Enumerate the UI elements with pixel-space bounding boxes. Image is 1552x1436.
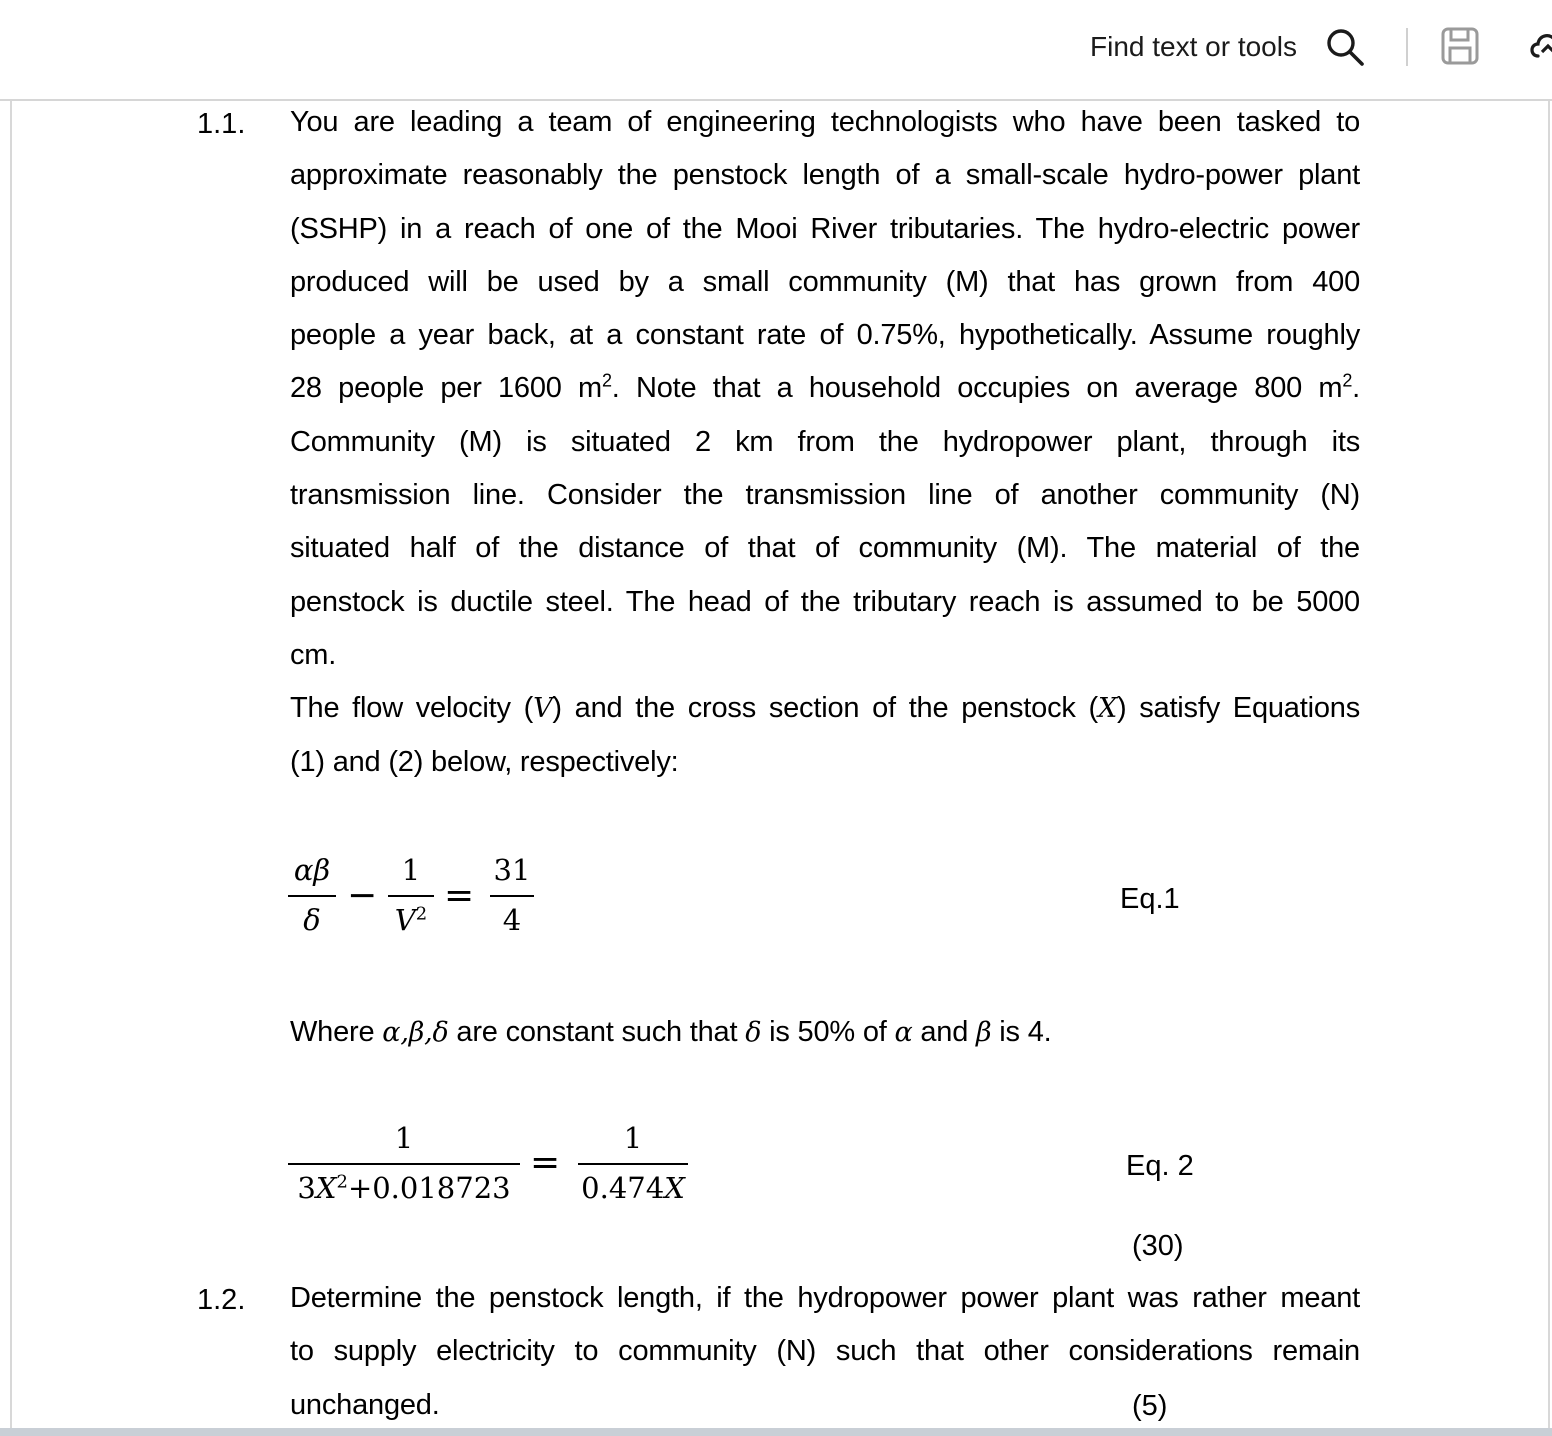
question-1-1-text [290, 96, 1360, 789]
flow-text-b: ) and the cross section of the penstock ( [552, 692, 1098, 725]
eq1-equals: = [444, 875, 475, 916]
eq1-f3-numerator: 31 [493, 853, 531, 887]
q1-line-1: You are leading a team of engineering technologists who have been tasked to [290, 106, 1360, 138]
where-delta: δ [745, 1017, 762, 1048]
where-line [290, 1006, 1360, 1059]
eq2-f1-den-b: +0.018723 [347, 1171, 511, 1205]
flow-text-a: The flow velocity ( [290, 692, 534, 725]
eq2-f1-den-exp: 2 [336, 1171, 348, 1193]
find-text-or-tools-label[interactable]: Find text or tools [1090, 31, 1297, 62]
where-d: and [912, 1016, 977, 1048]
search-icon[interactable] [1324, 26, 1366, 68]
q1-flow-line-2: (1) and (2) below, respectively: [290, 745, 679, 778]
top-toolbar [0, 0, 1552, 101]
q1-line-2: approximate reasonably the penstock length of a small-scale hydro-power plant [290, 159, 1360, 192]
eq2-f2-numerator: 1 [623, 1121, 643, 1155]
q1-line-6-part-c: . [1352, 372, 1360, 405]
q2-line-3: unchanged. [290, 1388, 440, 1421]
eq2-f2-den-var: X [664, 1171, 685, 1205]
q1-line-7: Community (M) is situated 2 km from the hydropower plant, through its [290, 425, 1360, 458]
q2-line-2: to supply electricity to community (N) such that other considerations remain [290, 1335, 1360, 1368]
var-x: X [1097, 693, 1117, 725]
q1-flow-line [290, 682, 1360, 735]
eq1-fraction-1 [288, 853, 336, 937]
where-beta: β [976, 1017, 992, 1048]
question-number-1-2: 1.2. [197, 1284, 246, 1316]
q1-line-3: (SSHP) in a reach of one of the Mooi River tributaries. The hydro-electric power [290, 212, 1360, 245]
where-c: is 50% of [761, 1016, 895, 1048]
where-vars: α,β,δ [382, 1017, 449, 1048]
cloud-icon[interactable] [1528, 26, 1552, 66]
superscript-2b: 2 [1342, 370, 1353, 391]
flow-text-c: ) satisfy Equations [1116, 692, 1360, 725]
eq2-fraction-2 [578, 1121, 688, 1205]
eq1-f1-numerator: αβ [293, 853, 331, 887]
eq1-f1-denominator: δ [303, 903, 321, 937]
eq1-f2-numerator: 1 [401, 853, 421, 887]
where-b: are constant such that [448, 1016, 746, 1048]
q1-line-6-part-b: . Note that a household occupies on average 800 m [611, 372, 1343, 405]
eq1-f2-den-var: V [394, 903, 416, 937]
eq1-f2-den-exp: 2 [415, 903, 428, 925]
eq2-f2-den-a: 0.474 [581, 1171, 665, 1205]
q1-line-9: situated half of the distance of that of community (M). The material of the [290, 532, 1360, 565]
q1-line-5: people a year back, at a constant rate of 0.75%, hypothetically. Assume roughly [290, 319, 1360, 352]
save-icon[interactable] [1440, 26, 1480, 66]
where-line-text [290, 1006, 1360, 1059]
eq1-f3-denominator: 4 [502, 903, 522, 937]
eq1-fraction-3 [490, 853, 534, 937]
where-a: Where [290, 1016, 383, 1048]
q1-line-6-part-a: 28 people per 1600 m [290, 372, 602, 405]
q2-marks: (5) [1132, 1390, 1168, 1422]
q1-line-11: cm. [290, 638, 337, 671]
q1-line-10: penstock is ductile steel. The head of the tributary reach is assumed to be 5000 [290, 585, 1360, 618]
eq1-fraction-2 [388, 853, 434, 937]
eq1-label: Eq.1 [1120, 883, 1180, 915]
question-1-2-text [290, 1272, 1360, 1432]
q1-line-8: transmission line. Consider the transmission line of another community (N) [290, 479, 1360, 512]
q1-line-6 [290, 362, 1360, 415]
eq1-minus: − [347, 875, 378, 916]
superscript-2: 2 [601, 370, 612, 391]
eq2-equals: = [530, 1142, 561, 1183]
question-number-1-1: 1.1. [197, 108, 246, 140]
q2-line-1: Determine the penstock length, if the hydropower power plant was rather meant [290, 1282, 1360, 1314]
eq2-f1-den-var: X [315, 1171, 337, 1205]
var-v: V [533, 693, 553, 725]
q1-line-4: produced will be used by a small community (M) that has grown from 400 [290, 265, 1360, 298]
q1-marks: (30) [1132, 1230, 1184, 1262]
eq2-label: Eq. 2 [1126, 1150, 1194, 1182]
eq2-f1-den-a: 3 [297, 1171, 316, 1205]
eq2-fraction-1 [288, 1121, 520, 1205]
eq2-f1-numerator: 1 [394, 1121, 414, 1155]
where-alpha: α [894, 1017, 913, 1048]
toolbar-divider [1406, 28, 1408, 66]
where-e: is 4. [991, 1016, 1052, 1048]
